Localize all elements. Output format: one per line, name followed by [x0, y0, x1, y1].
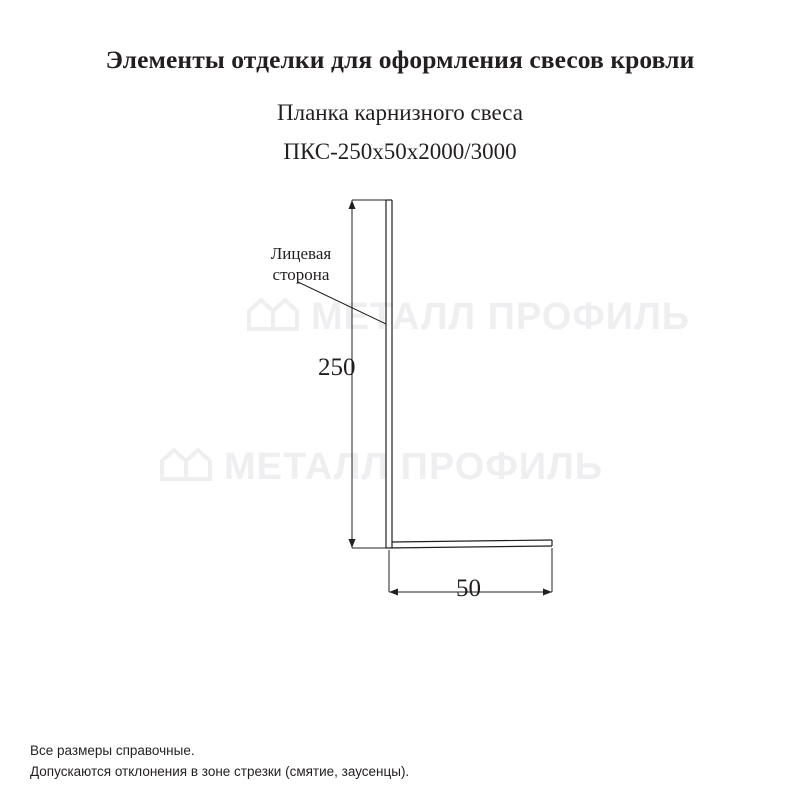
page-title: Элементы отделки для оформления свесов кровли [105, 45, 695, 75]
face-side-label-line1: Лицевая [270, 244, 332, 263]
face-side-label-line2: сторона [272, 265, 330, 284]
dimension-height-value: 250 [318, 354, 356, 381]
watermark-text: МЕТАЛЛ ПРОФИЛЬ [224, 446, 604, 488]
footer-notes [30, 740, 409, 782]
product-code: ПКС-250х50х2000/3000 [283, 139, 517, 164]
dimension-width-value: 50 [456, 575, 481, 602]
note-line-2: Допускаются отклонения в зоне стрезки (смятие, заусенцы). [30, 764, 410, 779]
face-side-label [246, 243, 356, 285]
leader-line [298, 282, 386, 324]
product-name: Планка карнизного свеса [277, 100, 523, 125]
profile-outline [386, 200, 552, 548]
note-line-1: Все размеры справочные. [30, 743, 195, 758]
watermark-text: МЕТАЛЛ ПРОФИЛЬ [311, 296, 691, 338]
